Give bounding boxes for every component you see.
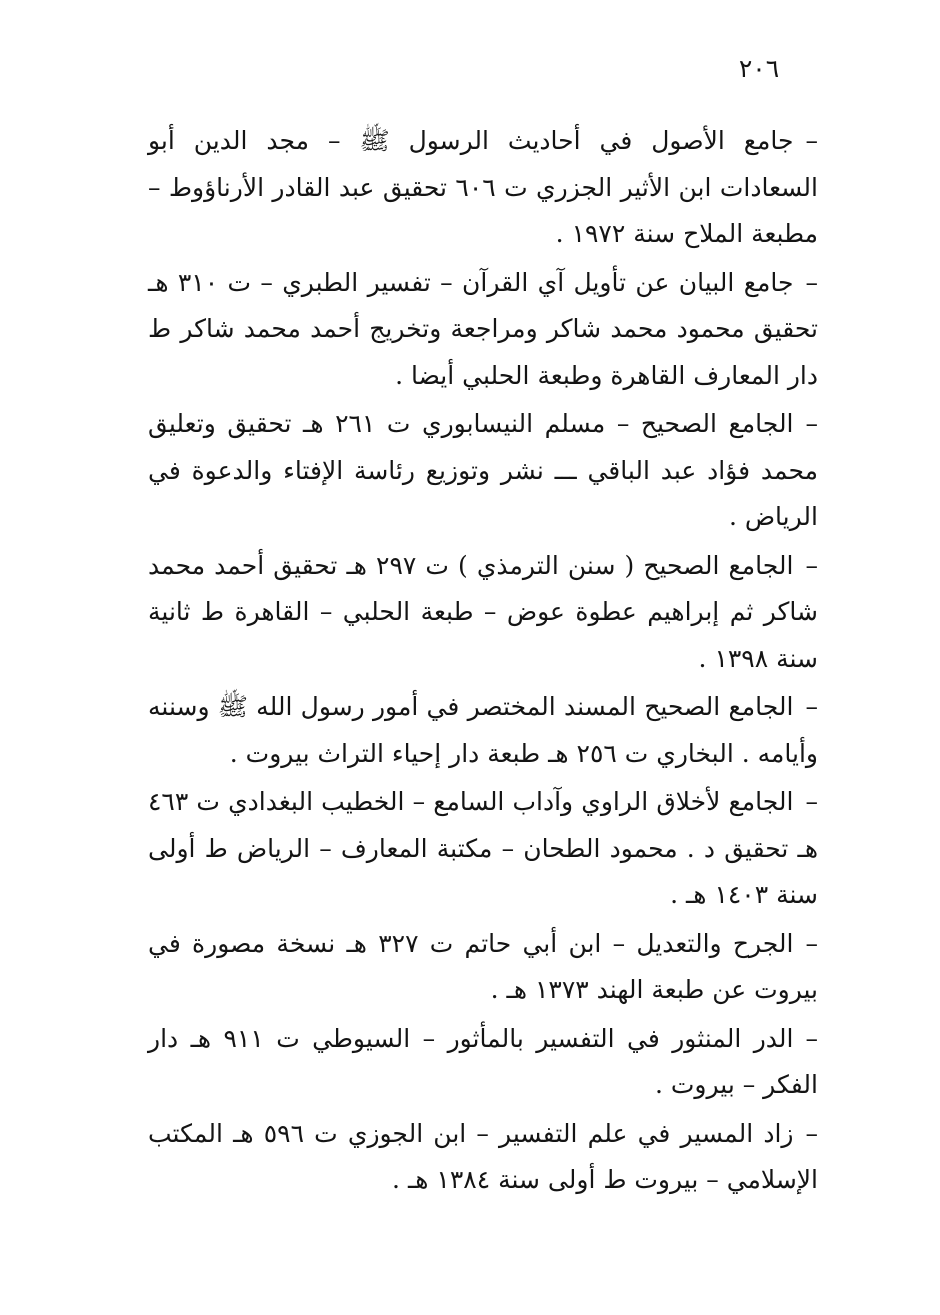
bibliography-entry: [148, 779, 818, 919]
bibliography-entry: [148, 684, 818, 777]
entry-text: الجامع الصحيح المسند المختصر في أمور رسول الله ﷺ وسننه وأيامه . البخاري ت ٢٥٦ هـ طبعة دار إحياء التراث بيروت .: [148, 692, 818, 768]
entry-dash: –: [805, 267, 818, 297]
entry-text: الجرح والتعديل – ابن أبي حاتم ت ٣٢٧ هـ نسخة مصورة في بيروت عن طبعة الهند ١٣٧٣ هـ .: [148, 928, 818, 1004]
entry-dash: –: [805, 928, 818, 958]
entry-dash: –: [805, 1023, 818, 1053]
entry-dash: –: [805, 409, 819, 438]
bibliography-entry: [148, 543, 818, 683]
bibliography-entry: [148, 260, 818, 400]
entry-text: زاد المسير في علم التفسير – ابن الجوزي ت ٥٩٦ هـ المكتب الإسلامي – بيروت ط أولى سنة ١٣٨٤ هـ .: [148, 1118, 818, 1194]
page-number: ٢٠٦: [738, 54, 780, 83]
entry-text: الجامع الصحيح – مسلم النيسابوري ت ٢٦١ هـ تحقيق وتعليق محمد فؤاد عبد الباقي ـــ نشر وتوزيع رئاسة الإفتاء والدعوة في الرياض .: [148, 409, 818, 531]
entry-dash: –: [805, 1118, 818, 1148]
entry-text: الجامع لأخلاق الراوي وآداب السامع – الخطيب البغدادي ت ٤٦٣ هـ تحقيق د . محمود الطحان – مكتبة المعارف – الرياض ط أولى سنة ١٤٠٣ هـ .: [148, 787, 818, 909]
entry-text: الجامع الصحيح ( سنن الترمذي ) ت ٢٩٧ هـ تحقيق أحمد محمد شاكر ثم إبراهيم عطوة عوض – طبعة الحلبي – القاهرة ط ثانية سنة ١٣٩٨ .: [148, 550, 818, 673]
entry-text: جامع الأصول في أحاديث الرسول ﷺ – مجد الدين أبو السعادات ابن الأثير الجزري ت ٦٠٦ تحقيق عبد القادر الأرناؤوط – مطبعة الملاح سنة ١٩٧٢ .: [148, 126, 818, 248]
bibliography-list: [148, 118, 818, 1204]
bibliography-entry: [148, 118, 818, 258]
entry-dash: –: [805, 692, 818, 721]
entry-dash: –: [805, 550, 818, 580]
bibliography-entry: [148, 401, 818, 541]
bibliography-entry: [148, 921, 818, 1014]
bibliography-entry: [148, 1016, 818, 1109]
entry-text: الدر المنثور في التفسير بالمأثور – السيوطي ت ٩١١ هـ دار الفكر – بيروت .: [148, 1023, 818, 1099]
entry-dash: –: [805, 126, 818, 155]
entry-dash: –: [805, 787, 818, 816]
entry-text: جامع البيان عن تأويل آي القرآن – تفسير الطبري – ت ٣١٠ هـ تحقيق محمود محمد شاكر ومراجعة وتخريج أحمد محمد شاكر ط دار المعارف القاهرة وطبعة الحلبي أيضا .: [148, 267, 818, 390]
bibliography-entry: [148, 1111, 818, 1204]
